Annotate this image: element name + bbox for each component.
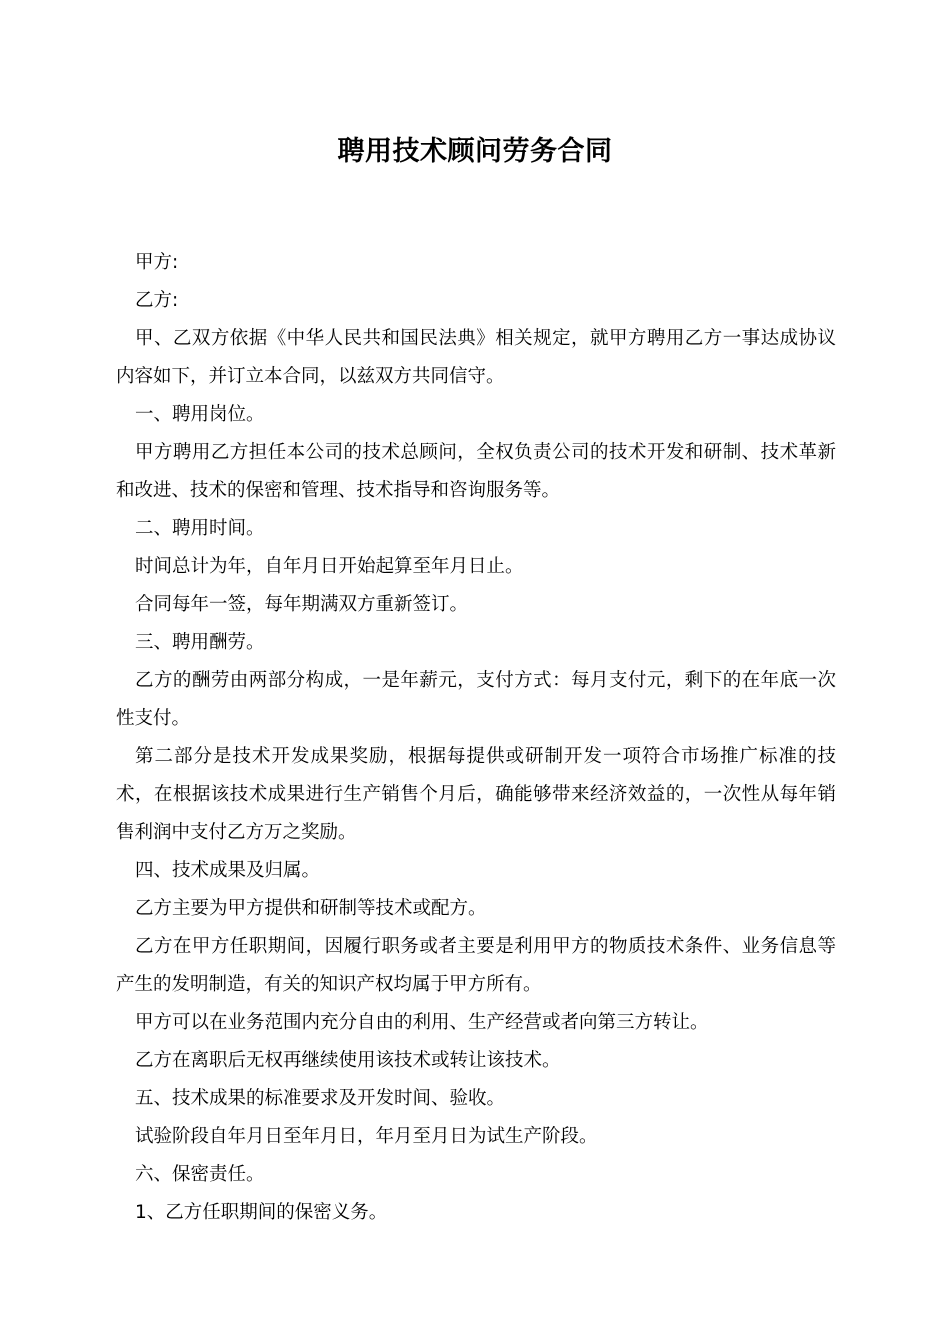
section-1-paragraph: 甲方聘用乙方担任本公司的技术总顾问，全权负责公司的技术开发和研制、技术革新和改进、技术的保密和管理、技术指导和咨询服务等。 bbox=[116, 442, 836, 501]
section-heading-1: 一、聘用岗位。 bbox=[135, 404, 265, 425]
document-body bbox=[116, 244, 836, 1232]
section-2-paragraph-1: 时间总计为年，自年月日开始起算至年月日止。 bbox=[135, 556, 524, 577]
section-3-paragraph-2: 第二部分是技术开发成果奖励，根据每提供或研制开发一项符合市场推广标准的技术，在根据该技术成果进行生产销售个月后，确能够带来经济效益的，一次性从每年销售利润中支付乙方万之奖励。 bbox=[116, 746, 836, 843]
section-heading-5: 五、技术成果的标准要求及开发时间、验收。 bbox=[135, 1088, 506, 1109]
party-b-line: 乙方: bbox=[135, 290, 179, 311]
section-3-paragraph-1: 乙方的酬劳由两部分构成，一是年薪元，支付方式：每月支付元，剩下的在年底一次性支付。 bbox=[116, 670, 836, 729]
section-4-paragraph-3: 甲方可以在业务范围内充分自由的利用、生产经营或者向第三方转让。 bbox=[135, 1012, 709, 1033]
section-heading-6: 六、保密责任。 bbox=[135, 1164, 265, 1185]
party-a-line: 甲方: bbox=[135, 252, 179, 273]
preamble-paragraph: 甲、乙双方依据《中华人民共和国民法典》相关规定，就甲方聘用乙方一事达成协议内容如下，并订立本合同，以兹双方共同信守。 bbox=[116, 328, 836, 387]
section-4-paragraph-2: 乙方在甲方任职期间，因履行职务或者主要是利用甲方的物质技术条件、业务信息等产生的发明制造，有关的知识产权均属于甲方所有。 bbox=[116, 936, 836, 995]
section-heading-2: 二、聘用时间。 bbox=[135, 518, 265, 539]
section-4-paragraph-4: 乙方在离职后无权再继续使用该技术或转让该技术。 bbox=[135, 1050, 561, 1071]
document-title: 聘用技术顾问劳务合同 bbox=[337, 136, 613, 167]
section-5-paragraph-1: 试验阶段自年月日至年月日，年月至月日为试生产阶段。 bbox=[135, 1126, 598, 1147]
section-6-paragraph-1: 1、乙方任职期间的保密义务。 bbox=[135, 1202, 388, 1223]
section-heading-4: 四、技术成果及归属。 bbox=[135, 860, 321, 881]
section-4-paragraph-1: 乙方主要为甲方提供和研制等技术或配方。 bbox=[135, 898, 487, 919]
section-2-paragraph-2: 合同每年一签，每年期满双方重新签订。 bbox=[135, 594, 469, 615]
section-heading-3: 三、聘用酬劳。 bbox=[135, 632, 265, 653]
